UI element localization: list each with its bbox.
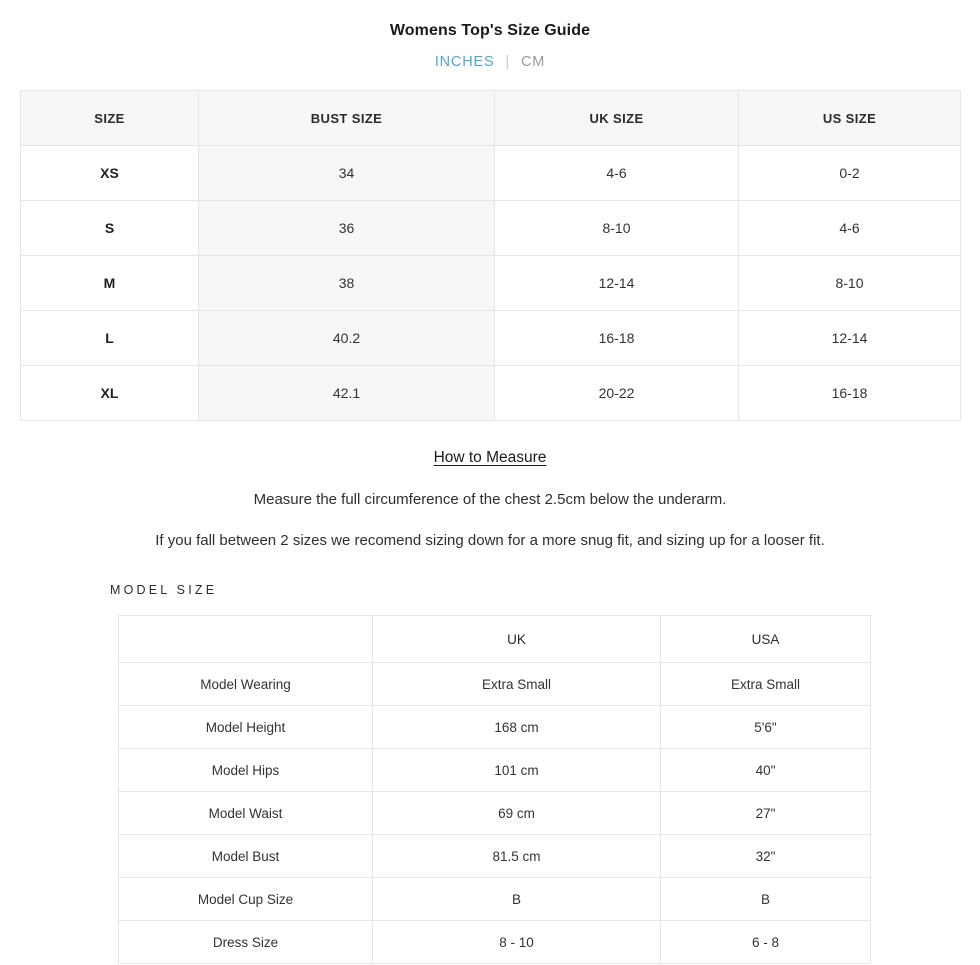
uk-cell: 16-18: [495, 311, 739, 366]
unit-cm-option[interactable]: CM: [521, 54, 546, 70]
table-row: [21, 311, 961, 366]
model-usa-value: 5'6": [661, 706, 871, 749]
model-attribute-label: Model Cup Size: [119, 878, 373, 921]
size-cell: XL: [21, 366, 199, 421]
model-attribute-label: Model Hips: [119, 749, 373, 792]
unit-toggle[interactable]: [0, 54, 980, 70]
model-usa-value: 40": [661, 749, 871, 792]
bust-cell: 40.2: [199, 311, 495, 366]
how-to-measure-line-2: If you fall between 2 sizes we recomend sizing down for a more snug fit, and sizing up for a looser fit.: [155, 532, 825, 549]
model-uk-value: Extra Small: [373, 663, 661, 706]
table-row: [21, 256, 961, 311]
us-cell: 4-6: [739, 201, 961, 256]
size-table-header-bust: BUST SIZE: [199, 91, 495, 146]
bust-cell: 34: [199, 146, 495, 201]
uk-cell: 20-22: [495, 366, 739, 421]
us-cell: 12-14: [739, 311, 961, 366]
us-cell: 8-10: [739, 256, 961, 311]
table-row: [119, 706, 871, 749]
unit-separator: |: [505, 54, 510, 70]
bust-cell: 38: [199, 256, 495, 311]
model-table-header-row: [119, 616, 871, 663]
size-cell: L: [21, 311, 199, 366]
size-table: [20, 90, 961, 421]
model-uk-value: B: [373, 878, 661, 921]
model-usa-value: 6 - 8: [661, 921, 871, 964]
us-cell: 0-2: [739, 146, 961, 201]
table-row: [119, 792, 871, 835]
model-usa-value: 27": [661, 792, 871, 835]
model-size-table: [118, 615, 871, 964]
bust-cell: 42.1: [199, 366, 495, 421]
model-usa-value: Extra Small: [661, 663, 871, 706]
table-row: [119, 878, 871, 921]
bust-cell: 36: [199, 201, 495, 256]
model-size-label: MODEL SIZE: [110, 583, 218, 597]
size-table-header-size: SIZE: [21, 91, 199, 146]
table-row: [21, 366, 961, 421]
table-row: [21, 146, 961, 201]
table-row: [119, 835, 871, 878]
us-cell: 16-18: [739, 366, 961, 421]
model-table-header-blank: [119, 616, 373, 663]
model-uk-value: 101 cm: [373, 749, 661, 792]
model-attribute-label: Model Bust: [119, 835, 373, 878]
table-row: [21, 201, 961, 256]
model-uk-value: 69 cm: [373, 792, 661, 835]
size-table-header-uk: UK SIZE: [495, 91, 739, 146]
size-guide-page: [0, 22, 980, 965]
how-to-measure-line-1: Measure the full circumference of the chest 2.5cm below the underarm.: [253, 491, 727, 508]
model-usa-value: B: [661, 878, 871, 921]
model-usa-value: 32": [661, 835, 871, 878]
uk-cell: 8-10: [495, 201, 739, 256]
model-attribute-label: Model Wearing: [119, 663, 373, 706]
table-row: [119, 921, 871, 964]
model-uk-value: 81.5 cm: [373, 835, 661, 878]
unit-inches-option[interactable]: INCHES: [434, 54, 495, 70]
size-table-header-row: [21, 91, 961, 146]
size-table-header-us: US SIZE: [739, 91, 961, 146]
model-table-header-usa: USA: [661, 616, 871, 663]
page-title: Womens Top's Size Guide: [389, 22, 591, 39]
table-row: [119, 749, 871, 792]
how-to-measure-heading-text: How to Measure: [433, 449, 547, 466]
model-attribute-label: Dress Size: [119, 921, 373, 964]
how-to-measure-heading: [0, 449, 980, 467]
size-cell: M: [21, 256, 199, 311]
model-table-header-uk: UK: [373, 616, 661, 663]
model-uk-value: 168 cm: [373, 706, 661, 749]
size-cell: XS: [21, 146, 199, 201]
model-uk-value: 8 - 10: [373, 921, 661, 964]
model-attribute-label: Model Waist: [119, 792, 373, 835]
uk-cell: 12-14: [495, 256, 739, 311]
table-row: [119, 663, 871, 706]
model-attribute-label: Model Height: [119, 706, 373, 749]
size-cell: S: [21, 201, 199, 256]
uk-cell: 4-6: [495, 146, 739, 201]
